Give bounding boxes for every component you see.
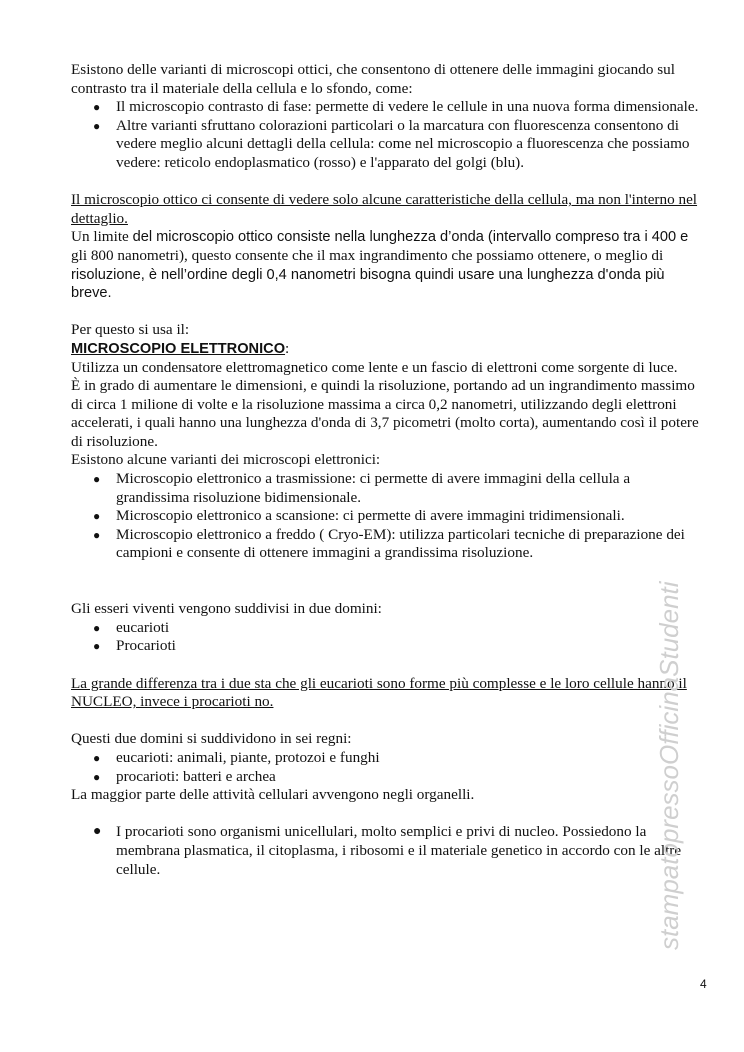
kingdoms-note: La maggior parte delle attività cellulari avvengono negli organelli.	[71, 786, 475, 804]
bullet-icon: ●	[93, 100, 101, 115]
domains-lead: Gli esseri viventi vengono suddivisi in due domini:	[71, 600, 382, 618]
kingdoms-lead: Questi due domini si suddividono in sei regni:	[71, 730, 352, 748]
list-item: ● I procarioti sono organismi unicellulari, molto semplici e privi di nucleo. Possiedono la membrana plasmatica, il citoplasma, i ribosomi e il materiale genetico in accordo con le altre cellule.	[93, 823, 682, 878]
bullet-icon: ●	[93, 472, 101, 487]
electron-paragraph-1: Utilizza un condensatore elettromagnetico come lente e un fascio di elettroni come sorgente di luce.	[71, 358, 678, 376]
domains-difference-underlined: La grande differenza tra i due sta che gli eucarioti sono forme più complesse e le loro cellule hanno il NUCLEO, invece i procarioti no.	[71, 674, 687, 711]
bullet-icon: ●	[93, 509, 101, 524]
electron-variants-list	[71, 470, 705, 563]
electron-paragraph-3: Esistono alcune varianti dei microscopi elettronici:	[71, 451, 381, 469]
bullet-icon: ●	[93, 118, 101, 133]
watermark: stampatopressoOfficinaStudenti	[654, 581, 684, 950]
bullet-icon: ●	[93, 620, 101, 635]
electron-lead: Per questo si usa il:	[71, 321, 190, 339]
list-item: ● Procarioti	[93, 637, 176, 655]
list-item: ● eucarioti	[93, 618, 170, 636]
list-item: ● Microscopio elettronico a scansione: ci permette di avere immagini tridimensionali.	[93, 507, 625, 525]
list-item: ● Altre varianti sfruttano colorazioni particolari o la marcatura con fluorescenza consentono di vedere meglio alcuni dettagli della cellula: come nel microscopio a fluorescenza che possiamo vedere: reticolo endoplasmatico (rosso) e l'apparato del golgi (blu).	[93, 116, 690, 171]
intro-paragraph: Esistono delle varianti di microscopi ottici, che consentono di ottenere delle immagini giocando sul contrasto tra il materiale della cellula e lo sfondo, come:	[71, 61, 675, 97]
optical-limit-paragraph: Un limite del microscopio ottico consiste nella lunghezza d’onda (intervallo compreso tra i 400 e gli 800 nanometri), questo consente che il max ingrandimento che possiamo ottenere, o meglio di risoluzione, è nell’ordine degli 0,4 nanometri bisogna quindi usare una lunghezza d'onda più breve.	[71, 228, 689, 302]
list-item: ● Il microscopio contrasto di fase: permette di vedere le cellule in una nuova forma dimensionale.	[93, 98, 699, 116]
list-item: ● eucarioti: animali, piante, protozoi e funghi	[93, 748, 380, 766]
list-item: ● Microscopio elettronico a freddo ( Cryo-EM): utilizza particolari tecniche di preparazione dei campioni e consente di ottenere immagini a grandissima risoluzione.	[93, 525, 685, 562]
optical-limit-underlined: Il microscopio ottico ci consente di vedere solo alcune caratteristiche della cellula, ma non l'interno nel dettaglio.	[71, 191, 698, 227]
intro-list	[71, 98, 705, 172]
domains-list	[71, 619, 705, 656]
list-item: ● Microscopio elettronico a trasmissione: ci permette di avere immagini della cellula a grandissima risoluzione bidimensionale.	[93, 470, 631, 506]
kingdoms-list	[71, 749, 705, 786]
electron-heading: MICROSCOPIO ELETTRONICO:	[71, 339, 290, 357]
list-item: ● procarioti: batteri e archea	[93, 767, 276, 785]
bullet-icon: ●	[93, 769, 101, 784]
bullet-icon: ●	[93, 750, 101, 765]
prokaryotes-list	[71, 823, 705, 879]
page-number: 4	[700, 977, 707, 991]
bullet-icon: ●	[93, 527, 101, 542]
electron-paragraph-2: È in grado di aumentare le dimensioni, e quindi la risoluzione, portando ad un ingrandimento massimo di circa 1 milione di volte e la risoluzione massima a circa 0,2 nanometri, utilizzando degli elettroni accelerati, i quali hanno una lunghezza d'onda di 3,7 picometri (molto corta), aumentando così il potere di risoluzione.	[71, 377, 699, 450]
bullet-icon: ●	[93, 824, 102, 840]
document-page	[71, 61, 705, 879]
bullet-icon: ●	[93, 639, 101, 654]
